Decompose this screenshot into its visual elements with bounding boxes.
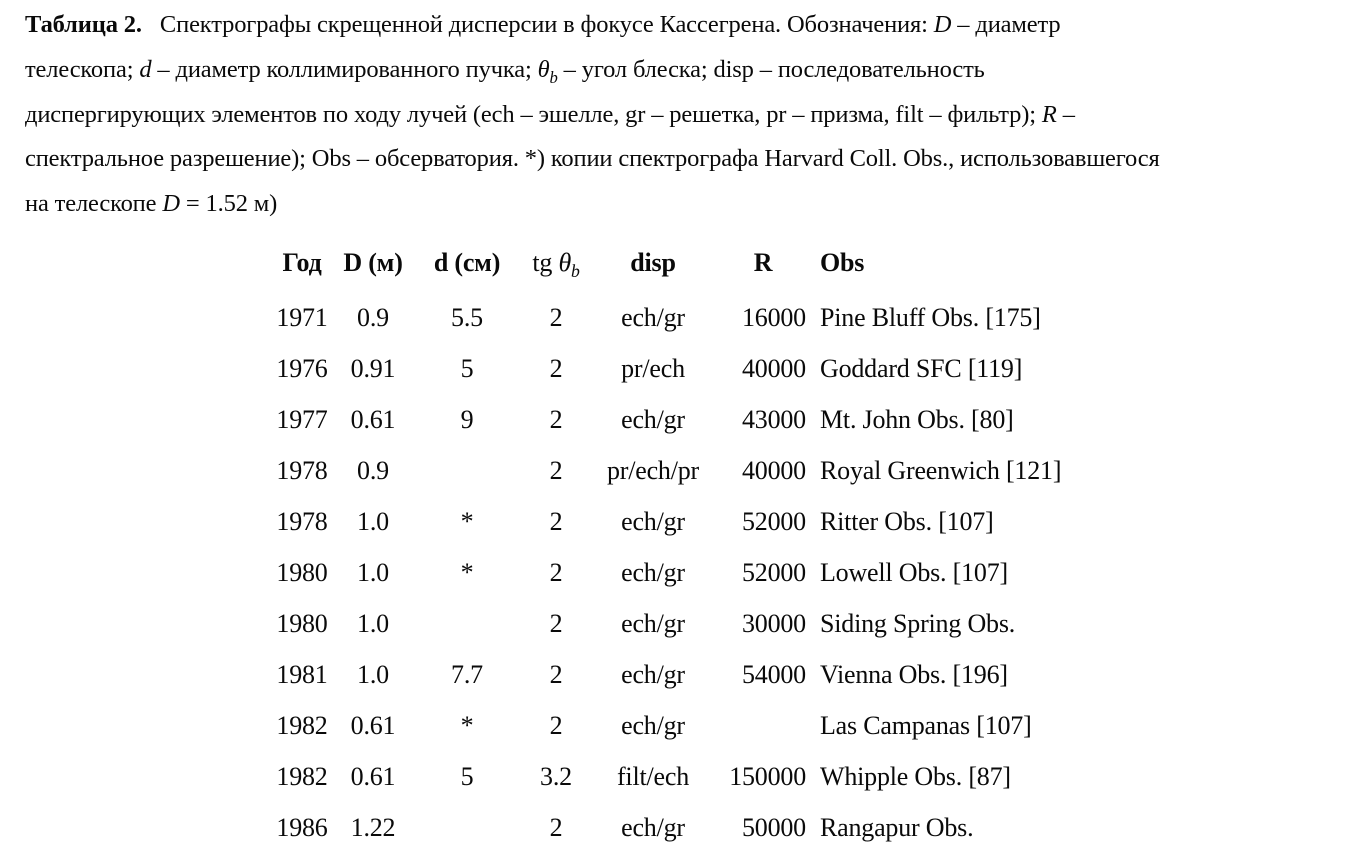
table-cell: 40000 (741, 353, 806, 383)
table-cell: 52000 (741, 506, 806, 536)
table-cell: ech/gr (621, 659, 685, 689)
table-cell: 2 (549, 608, 563, 638)
text-segment: θ (537, 55, 550, 83)
table-row (272, 292, 1122, 343)
table-cell: ech/gr (621, 608, 685, 638)
text-segment: диспергирующих элементов по ходу лучей (ech – эшелле, gr – решетка, pr – призма, filt – фильтр); (25, 100, 1042, 128)
table-cell: 1986 (276, 812, 328, 842)
text-segment: – диаметр коллимированного пучка; (151, 55, 538, 83)
caption-line (25, 93, 1365, 138)
table-cell: 2 (549, 557, 563, 587)
table-cell: Goddard SFC [119] (820, 353, 1023, 383)
table-cell: 0.61 (350, 761, 396, 791)
text-segment: b (571, 261, 580, 282)
table-cell: 2 (549, 659, 563, 689)
caption-line (25, 182, 1365, 227)
table-body (272, 292, 1122, 853)
table-cell: 1977 (276, 404, 328, 434)
table-cell (414, 802, 520, 853)
table-cell: 1980 (276, 557, 328, 587)
table-cell: * (460, 506, 474, 536)
table-cell: 0.9 (357, 302, 389, 332)
table-header-row (272, 234, 1122, 292)
caption-line (25, 48, 1365, 93)
table-cell: 30000 (741, 608, 806, 638)
text-segment: D (162, 190, 180, 218)
caption-line (25, 137, 1365, 182)
table-cell: 7.7 (451, 659, 483, 689)
table-cell: 1.0 (357, 659, 389, 689)
table-cell: pr/ech (621, 353, 685, 383)
text-segment: – угол блеска; disp – последовательность (557, 55, 985, 83)
table-cell: 1.0 (357, 608, 389, 638)
table-row (272, 751, 1122, 802)
table-cell: 1.0 (357, 506, 389, 536)
table-row (272, 598, 1122, 649)
text-segment: – (1056, 100, 1075, 128)
table-cell: ech/gr (621, 506, 685, 536)
table-cell (414, 445, 520, 496)
table-cell: 3.2 (540, 761, 572, 791)
column-header (592, 234, 714, 292)
table-cell: Vienna Obs. [196] (820, 659, 1008, 689)
text-segment: d (139, 55, 152, 83)
table-cell: 1.22 (350, 812, 396, 842)
table-cell: ech/gr (621, 302, 685, 332)
text-segment: на телескопе (25, 190, 163, 218)
table-cell: 1982 (276, 710, 328, 740)
table-cell: 1980 (276, 608, 328, 638)
table-cell: 0.91 (350, 353, 396, 383)
spectrograph-table (272, 234, 1122, 853)
text-segment: телескопа; (25, 55, 140, 83)
table-cell: 1981 (276, 659, 328, 689)
table-cell: Royal Greenwich [121] (820, 455, 1062, 485)
text-segment: = 1.52 м) (179, 190, 278, 218)
table-cell: 1.0 (357, 557, 389, 587)
table-cell: 2 (549, 506, 563, 536)
text-segment: Obs (820, 248, 865, 277)
table-cell: 16000 (741, 302, 806, 332)
text-segment: R (1041, 100, 1057, 128)
table-cell: ech/gr (621, 812, 685, 842)
table-cell: 150000 (729, 761, 806, 791)
table-cell: 2 (549, 353, 563, 383)
table-row (272, 445, 1122, 496)
column-header (414, 234, 520, 292)
table-row (272, 649, 1122, 700)
table-cell: 2 (549, 455, 563, 485)
text-segment: спектральное разрешение); Obs – обсерватория. *) копии спектрографа Harvard Coll. Obs., использовавшегося (25, 145, 1160, 173)
text-segment: R (753, 248, 773, 277)
table-cell: 9 (460, 404, 474, 434)
table-cell (714, 700, 812, 751)
table-cell: 54000 (741, 659, 806, 689)
table-cell: ech/gr (621, 404, 685, 434)
caption-line (25, 3, 1365, 48)
table-cell: 1978 (276, 455, 328, 485)
table-cell: 5 (460, 761, 474, 791)
table-row (272, 547, 1122, 598)
text-segment: Год (282, 248, 322, 277)
table-row (272, 700, 1122, 751)
text-segment: d (см) (433, 248, 501, 277)
column-header (520, 234, 592, 292)
table-cell: 1982 (276, 761, 328, 791)
text-segment: Спектрографы скрещенной дисперсии в фокусе Кассегрена. Обозначения: (141, 11, 934, 38)
table-cell: * (460, 557, 474, 587)
table-cell: Siding Spring Obs. (820, 608, 1016, 638)
column-header (272, 234, 332, 292)
column-header (714, 234, 812, 292)
table-cell: 5.5 (451, 302, 483, 332)
table-cell: ech/gr (621, 557, 685, 587)
table-cell: 40000 (741, 455, 806, 485)
table-cell: 2 (549, 302, 563, 332)
table-cell: 2 (549, 710, 563, 740)
table-cell: pr/ech/pr (606, 455, 700, 485)
table-cell: 0.61 (350, 710, 396, 740)
table-cell: Mt. John Obs. [80] (820, 404, 1014, 434)
table-cell: Rangapur Obs. (820, 812, 974, 842)
table-cell: filt/ech (616, 761, 690, 791)
table-cell (414, 598, 520, 649)
table-cell: 0.9 (357, 455, 389, 485)
table-row (272, 343, 1122, 394)
table-cell: ech/gr (621, 710, 685, 740)
table-caption (25, 3, 1365, 227)
table-cell: 50000 (741, 812, 806, 842)
table-cell: 1978 (276, 506, 328, 536)
table-row (272, 802, 1122, 853)
table-cell: 5 (460, 353, 474, 383)
text-segment: D (м) (343, 248, 403, 277)
text-segment: D (933, 11, 952, 38)
table-cell: Las Campanas [107] (820, 710, 1032, 740)
table-cell: 43000 (741, 404, 806, 434)
text-segment: tg (532, 248, 559, 277)
text-segment: Таблица 2. (25, 11, 142, 38)
text-segment: θ (558, 248, 572, 277)
table-cell: 2 (549, 404, 563, 434)
table-cell: Ritter Obs. [107] (820, 506, 994, 536)
text-segment: disp (630, 248, 676, 277)
table-cell: 2 (549, 812, 563, 842)
table-cell: Pine Bluff Obs. [175] (820, 302, 1041, 332)
table-row (272, 496, 1122, 547)
table-cell: * (460, 710, 474, 740)
table-cell: 0.61 (350, 404, 396, 434)
table-cell: Whipple Obs. [87] (820, 761, 1011, 791)
table-cell: 1971 (276, 302, 328, 332)
text-segment: b (549, 67, 558, 87)
column-header (332, 234, 414, 292)
table-cell: Lowell Obs. [107] (820, 557, 1008, 587)
text-segment: – диаметр (951, 11, 1061, 38)
table-cell: 1976 (276, 353, 328, 383)
table-row (272, 394, 1122, 445)
table-cell: 52000 (741, 557, 806, 587)
column-header (812, 234, 1122, 292)
